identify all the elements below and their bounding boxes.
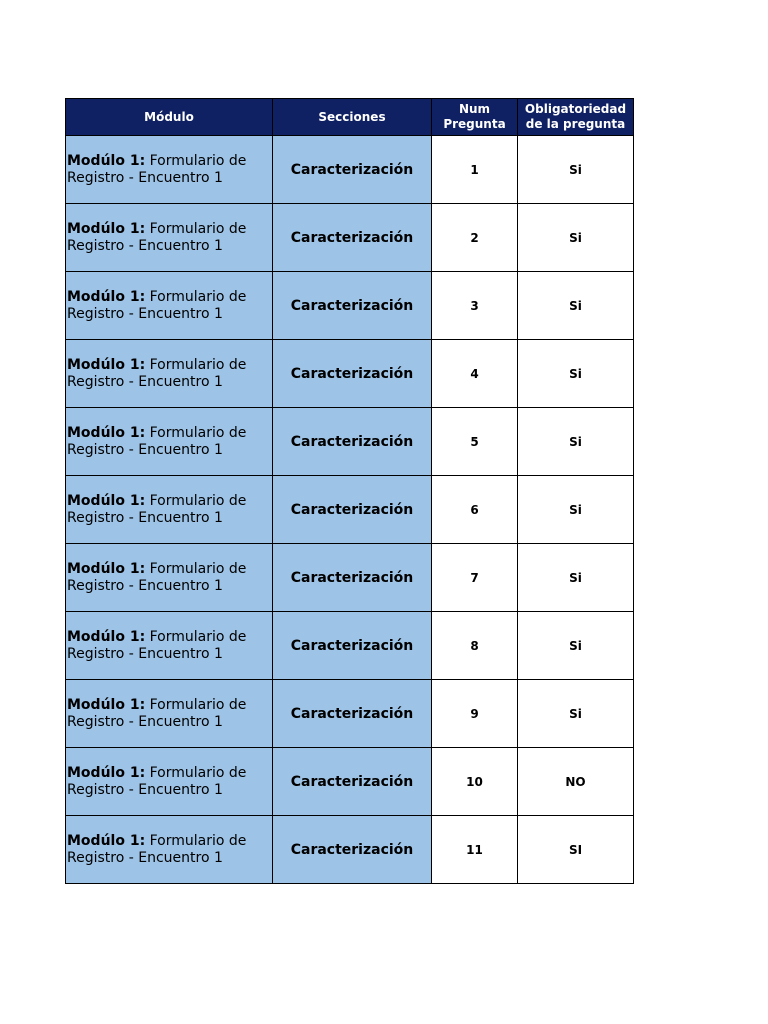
module-cell	[66, 408, 273, 476]
table-header	[66, 99, 634, 136]
module-text: Formulario de Registro - Encuentro 1	[67, 220, 247, 254]
header-num-pregunta: Num Pregunta	[432, 99, 518, 136]
module-text: Formulario de Registro - Encuentro 1	[67, 152, 247, 186]
table-body	[66, 136, 634, 884]
question-number-cell: 3	[432, 272, 518, 340]
table-row	[66, 204, 634, 272]
table-row	[66, 408, 634, 476]
required-cell: Si	[518, 408, 634, 476]
table-row	[66, 136, 634, 204]
question-number-cell: 11	[432, 816, 518, 884]
required-cell: Si	[518, 612, 634, 680]
table-row	[66, 748, 634, 816]
module-text: Formulario de Registro - Encuentro 1	[67, 492, 247, 526]
section-cell: Caracterización	[273, 680, 432, 748]
question-number-cell: 4	[432, 340, 518, 408]
module-prefix: Modúlo 1:	[67, 356, 146, 373]
module-cell	[66, 748, 273, 816]
required-cell: Si	[518, 476, 634, 544]
module-prefix: Modúlo 1:	[67, 832, 146, 849]
module-text: Formulario de Registro - Encuentro 1	[67, 356, 247, 390]
module-prefix: Modúlo 1:	[67, 424, 146, 441]
header-secciones: Secciones	[273, 99, 432, 136]
required-cell: Si	[518, 136, 634, 204]
module-prefix: Modúlo 1:	[67, 764, 146, 781]
question-number-cell: 8	[432, 612, 518, 680]
header-obligatoriedad: Obligatoriedad de la pregunta	[518, 99, 634, 136]
questions-table	[65, 98, 634, 884]
section-cell: Caracterización	[273, 136, 432, 204]
module-prefix: Modúlo 1:	[67, 220, 146, 237]
module-cell	[66, 136, 273, 204]
header-row	[66, 99, 634, 136]
section-cell: Caracterización	[273, 612, 432, 680]
question-number-cell: 9	[432, 680, 518, 748]
table-row	[66, 476, 634, 544]
module-text: Formulario de Registro - Encuentro 1	[67, 288, 247, 322]
module-text: Formulario de Registro - Encuentro 1	[67, 764, 247, 798]
table-row	[66, 816, 634, 884]
question-number-cell: 7	[432, 544, 518, 612]
module-text: Formulario de Registro - Encuentro 1	[67, 696, 247, 730]
table-row	[66, 544, 634, 612]
module-prefix: Modúlo 1:	[67, 696, 146, 713]
required-cell: SI	[518, 816, 634, 884]
header-modulo: Módulo	[66, 99, 273, 136]
module-cell	[66, 204, 273, 272]
module-cell	[66, 816, 273, 884]
question-number-cell: 1	[432, 136, 518, 204]
module-cell	[66, 612, 273, 680]
required-cell: Si	[518, 544, 634, 612]
section-cell: Caracterización	[273, 272, 432, 340]
table-row	[66, 612, 634, 680]
module-text: Formulario de Registro - Encuentro 1	[67, 832, 247, 866]
module-prefix: Modúlo 1:	[67, 628, 146, 645]
section-cell: Caracterización	[273, 816, 432, 884]
required-cell: Si	[518, 340, 634, 408]
module-text: Formulario de Registro - Encuentro 1	[67, 560, 247, 594]
question-number-cell: 6	[432, 476, 518, 544]
required-cell: Si	[518, 680, 634, 748]
section-cell: Caracterización	[273, 748, 432, 816]
section-cell: Caracterización	[273, 340, 432, 408]
section-cell: Caracterización	[273, 408, 432, 476]
table-row	[66, 680, 634, 748]
section-cell: Caracterización	[273, 544, 432, 612]
module-cell	[66, 340, 273, 408]
module-prefix: Modúlo 1:	[67, 560, 146, 577]
question-number-cell: 5	[432, 408, 518, 476]
section-cell: Caracterización	[273, 476, 432, 544]
module-prefix: Modúlo 1:	[67, 152, 146, 169]
module-cell	[66, 272, 273, 340]
required-cell: Si	[518, 204, 634, 272]
module-prefix: Modúlo 1:	[67, 492, 146, 509]
table-row	[66, 272, 634, 340]
table-row	[66, 340, 634, 408]
question-number-cell: 10	[432, 748, 518, 816]
module-text: Formulario de Registro - Encuentro 1	[67, 424, 247, 458]
module-cell	[66, 544, 273, 612]
section-cell: Caracterización	[273, 204, 432, 272]
module-prefix: Modúlo 1:	[67, 288, 146, 305]
question-number-cell: 2	[432, 204, 518, 272]
module-text: Formulario de Registro - Encuentro 1	[67, 628, 247, 662]
required-cell: NO	[518, 748, 634, 816]
required-cell: Si	[518, 272, 634, 340]
module-cell	[66, 476, 273, 544]
module-cell	[66, 680, 273, 748]
